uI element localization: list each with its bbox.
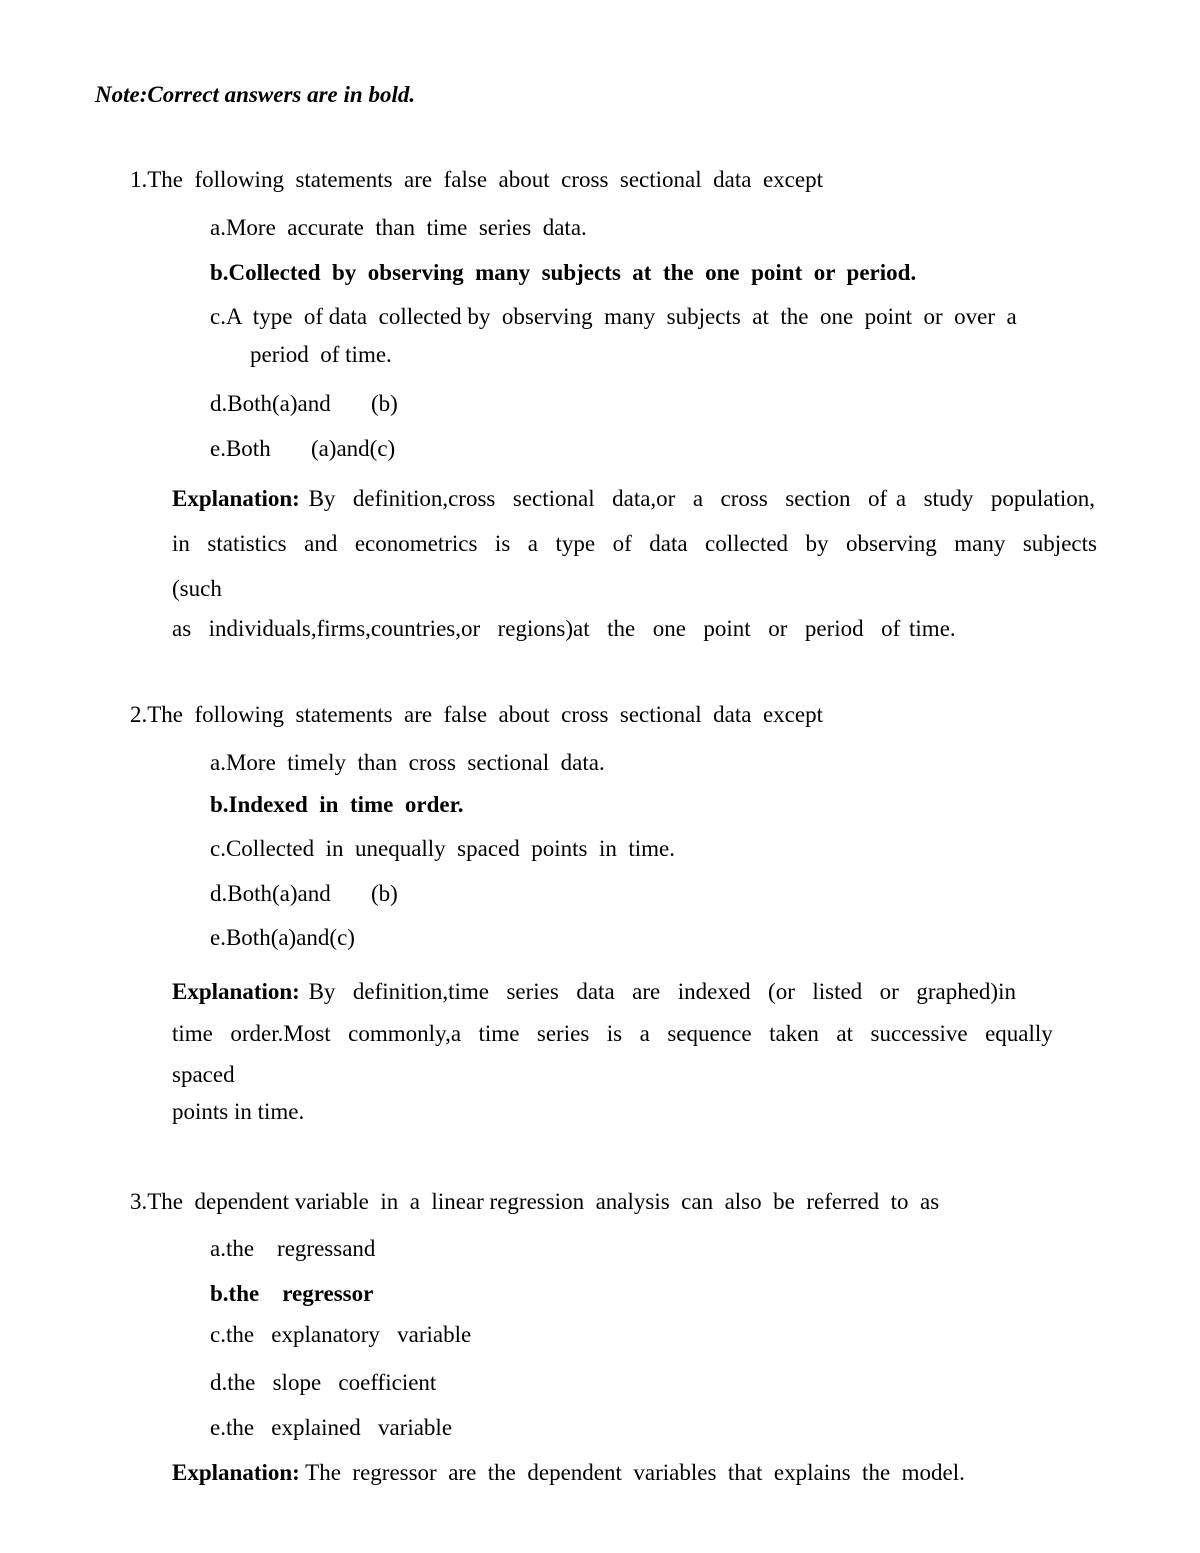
question-1-option-c-continued: period of time.: [250, 342, 392, 367]
question-3-explanation-label: Explanation:: [172, 1460, 300, 1485]
question-2-option-b-correct: b.Indexed in time order.: [210, 792, 464, 817]
question-1-option-d: d.Both(a)and (b): [210, 391, 398, 416]
question-1-stem: 1.The following statements are false about cross sectional data except: [130, 167, 823, 192]
question-2-option-d: d.Both(a)and (b): [210, 881, 398, 906]
question-3-option-b-correct: b.the regressor: [210, 1281, 374, 1306]
question-3-option-c: c.the explanatory variable: [210, 1322, 472, 1347]
question-2-option-a: a.More timely than cross sectional data.: [210, 750, 605, 775]
question-2-explanation-label: Explanation:: [172, 979, 300, 1004]
question-1-explanation-label: Explanation:: [172, 486, 300, 511]
question-1-explanation-line-1: [172, 487, 1095, 510]
question-1-option-b-correct: b.Collected by observing many subjects at the one point or period.: [210, 260, 917, 285]
question-1-explanation-line-2: in statistics and econometrics is a type of data collected by observing many subjects: [172, 531, 1097, 556]
question-3-stem: 3.The dependent variable in a linear regression analysis can also be referred to as: [130, 1189, 940, 1214]
question-1-option-a: a.More accurate than time series data.: [210, 215, 587, 240]
question-2-option-e: e.Both(a)and(c): [210, 925, 355, 950]
question-1-explanation-text: By definition,cross sectional data,or a cross section of a study population,: [299, 486, 1096, 511]
answer-key-note: Note:Correct answers are in bold.: [95, 82, 416, 107]
question-1-option-c: c.A type of data collected by observing many subjects at the one point or over a: [210, 304, 1017, 329]
question-3-option-a: a.the regressand: [210, 1236, 376, 1261]
question-2-explanation-line-1: [172, 980, 1016, 1003]
question-3-option-d: d.the slope coefficient: [210, 1370, 437, 1395]
question-3-option-e: e.the explained variable: [210, 1415, 453, 1440]
question-1-explanation-line-3: (such: [172, 576, 222, 601]
question-2-explanation-line-2: time order.Most commonly,a time series is a sequence taken at successive equally: [172, 1021, 1053, 1046]
question-1-explanation-line-4: as individuals,firms,countries,or regions)at the one point or period of time.: [172, 616, 956, 641]
question-2-option-c: c.Collected in unequally spaced points in time.: [210, 836, 676, 861]
question-3-explanation-line-1: [172, 1461, 965, 1484]
question-2-stem: 2.The following statements are false about cross sectional data except: [130, 702, 823, 727]
question-2-explanation-line-3: spaced: [172, 1062, 235, 1087]
question-2-explanation-line-4: points in time.: [172, 1099, 305, 1124]
question-3-explanation-text: The regressor are the dependent variables that explains the model.: [299, 1460, 965, 1485]
question-2-explanation-text: By definition,time series data are indexed (or listed or graphed)in: [299, 979, 1016, 1004]
question-1-option-e: e.Both (a)and(c): [210, 436, 396, 461]
